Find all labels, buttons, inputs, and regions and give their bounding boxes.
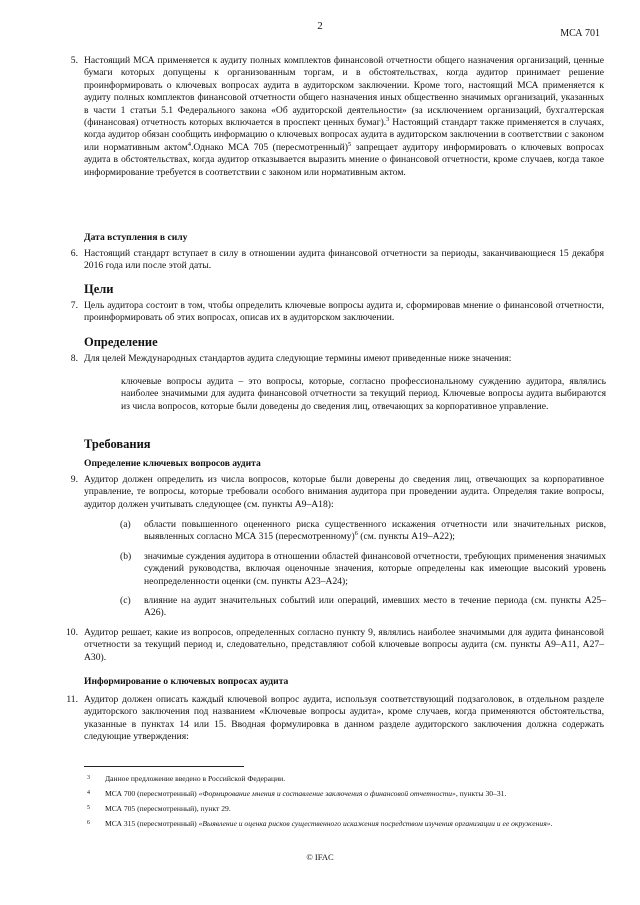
footnote-text: МСА 700 (пересмотренный) (105, 789, 199, 798)
footnote-title: «Выявление и оценка рисков существенного искажения посредством изучения организации и ее окружения» (198, 819, 551, 828)
paragraph-number: 7. (70, 300, 78, 311)
requirements-heading: Требования (84, 437, 151, 451)
copyright-footer: © IFAC (306, 852, 334, 862)
paragraph-text: Аудитор должен описать каждый ключевой вопрос аудита, используя соответствующий подзаголовок, в отдельном разделе аудиторского заключения под названием «Ключевые вопросы аудита», кроме случаев, когда применяются обстоятельства, указанные в пунктах 14 или 15. Вводная формулировка в данном разделе аудиторского заключения должна содержать следующие утверждения: (84, 694, 604, 743)
paragraph-number: 9. (70, 474, 78, 485)
objectives-heading: Цели (84, 282, 114, 296)
paragraph-11 (66, 694, 604, 744)
paragraph-text: Цель аудитора состоит в том, чтобы определить ключевые вопросы аудита и, сформировав мнение о финансовой отчетности, проинформировать об этих вопросах, описав их в аудиторском заключении. (84, 300, 604, 324)
determining-heading: Определение ключевых вопросов аудита (84, 458, 261, 469)
paragraph-9 (70, 474, 604, 511)
footnote-ref[interactable]: 4 (187, 140, 191, 148)
paragraph-9a (120, 519, 606, 544)
footnote-3 (87, 774, 605, 784)
paragraph-7 (70, 300, 604, 325)
footnote-text: Данное предложение введено в Российской Федерации. (105, 774, 286, 783)
footnote-text: МСА 315 (пересмотренный) (105, 819, 199, 828)
paragraph-number: 11. (66, 694, 78, 705)
subitem-label: (b) (120, 551, 132, 562)
paragraph-text: Настоящий стандарт вступает в силу в отношении аудита финансовой отчетности за периоды, заканчивающиеся 15 декабря 2016 года или после этой даты. (84, 248, 604, 272)
paragraph-number: 10. (66, 627, 78, 638)
footnote-number: 3 (87, 775, 90, 781)
footnote-text: МСА 705 (пересмотренный), пункт 29. (105, 804, 231, 813)
footnote-5 (87, 804, 605, 814)
definition-key-audit-matters: ключевые вопросы аудита – это вопросы, которые, согласно профессиональному суждению аудитора, являлись наиболее значимыми для аудита финансовой отчетности за текущий период. Ключевые вопросы аудита выбираются из числа вопросов, которые были доведены до сведения лиц, отвечающих за корпоративное управление. (121, 376, 606, 412)
paragraph-6 (70, 248, 604, 273)
footnote-number: 5 (87, 805, 90, 811)
subitem-text: влияние на аудит значительных событий или операций, имевших место в течение периода (см. пункты А25–А26). (144, 595, 606, 619)
subitem-text: области повышенного оцененного риска существенного искажения отчетности или значительных рисков, выявленных согласно МСА 315 (пересмотренному) (144, 519, 606, 543)
paragraph-number: 8. (70, 353, 78, 364)
footnote-ref[interactable]: 5 (347, 140, 352, 148)
subitem-text: (см. пункты А19–А22); (357, 531, 455, 543)
page-number: 2 (317, 20, 323, 32)
subitem-label: (c) (120, 595, 131, 606)
paragraph-text: Настоящий стандарт также применяется в случаях, когда аудитор обязан сообщить информацию о ключевых вопросах аудита в аудиторском заключении в соответствии с законом или нормативным актом (84, 117, 604, 153)
paragraph-text: Настоящий МСА применяется к аудиту полных комплектов финансовой отчетности общего назначения организаций, ценные бумаги которых допущены к организованным торгам, и в обстоятельствах, когда аудитор принимает решение проинформировать о ключевых вопросах аудита в аудиторском заключении. Кроме того, настоящий МСА применяется к аудиту полных комплектов финансовой отчетности общего назначения иных общественно значимых организаций, указанных в части 1 статьи 5.1 Федерального закона «Об аудиторской деятельности» (за исключением организаций, бухгалтерская (финансовая) отчетность которых включается в проспект ценных бумаг). (84, 55, 604, 129)
paragraph-8 (70, 353, 604, 365)
paragraph-text: Аудитор должен определить из числа вопросов, которые были доверены до сведения лиц, отвечающих за корпоративное управление, те вопросы, которые требовали особого внимания аудитора при проведении аудита. Определяя такие вопросы, аудитор должен учитывать следующее (см. пункты А9–А18): (84, 474, 604, 510)
footnote-ref[interactable]: 6 (354, 530, 358, 538)
standard-code: МСА 701 (560, 28, 600, 39)
effective-date-heading: Дата вступления в силу (84, 232, 188, 243)
paragraph-9b (120, 551, 606, 588)
paragraph-9c (120, 595, 606, 620)
subitem-label: (a) (120, 519, 131, 530)
footnote-text: , пункты 30–31. (455, 789, 507, 798)
footnote-title: «Формирование мнения и составление заключения о финансовой отчетности» (198, 789, 456, 798)
paragraph-text: Для целей Международных стандартов аудита следующие термины имеют приведенные ниже значения: (84, 353, 512, 364)
communicating-heading: Информирование о ключевых вопросах аудита (84, 676, 289, 687)
paragraph-10 (66, 627, 604, 664)
subitem-text: значимые суждения аудитора в отношении областей финансовой отчетности, требующих применения значимых суждений руководства, включая оценочные значения, которые определены как имеющие высокий уровень неопределенности оценки (см. пункты А23–А24); (144, 551, 606, 587)
footnote-ref[interactable]: 3 (386, 115, 390, 123)
footnote-number: 6 (87, 820, 90, 826)
footnote-text: . (550, 819, 553, 828)
paragraph-number: 5. (70, 55, 78, 66)
paragraph-text: запрещает аудитору информировать о ключевых вопросах аудита в обстоятельствах, когда аудитор отказывается выразить мнение о финансовой отчетности, кроме случаев, когда такое информирование требуется в соответствии с законом или нормативным актом. (84, 141, 604, 178)
paragraph-text: .Однако МСА 705 (пересмотренный) (190, 141, 348, 153)
paragraph-5 (70, 55, 604, 179)
paragraph-number: 6. (70, 248, 78, 259)
footnote-number: 4 (87, 790, 90, 796)
paragraph-text: Аудитор решает, какие из вопросов, определенных согласно пункту 9, являлись наиболее значимыми для аудита финансовой отчетности за текущий период и, следовательно, представляют собой ключевые вопросы аудита (см. пункты А9–А11, А27–А30). (84, 627, 604, 663)
footnote-4 (87, 789, 605, 799)
footnote-divider (84, 766, 244, 767)
definition-heading: Определение (84, 335, 158, 349)
footnote-6 (87, 819, 605, 829)
